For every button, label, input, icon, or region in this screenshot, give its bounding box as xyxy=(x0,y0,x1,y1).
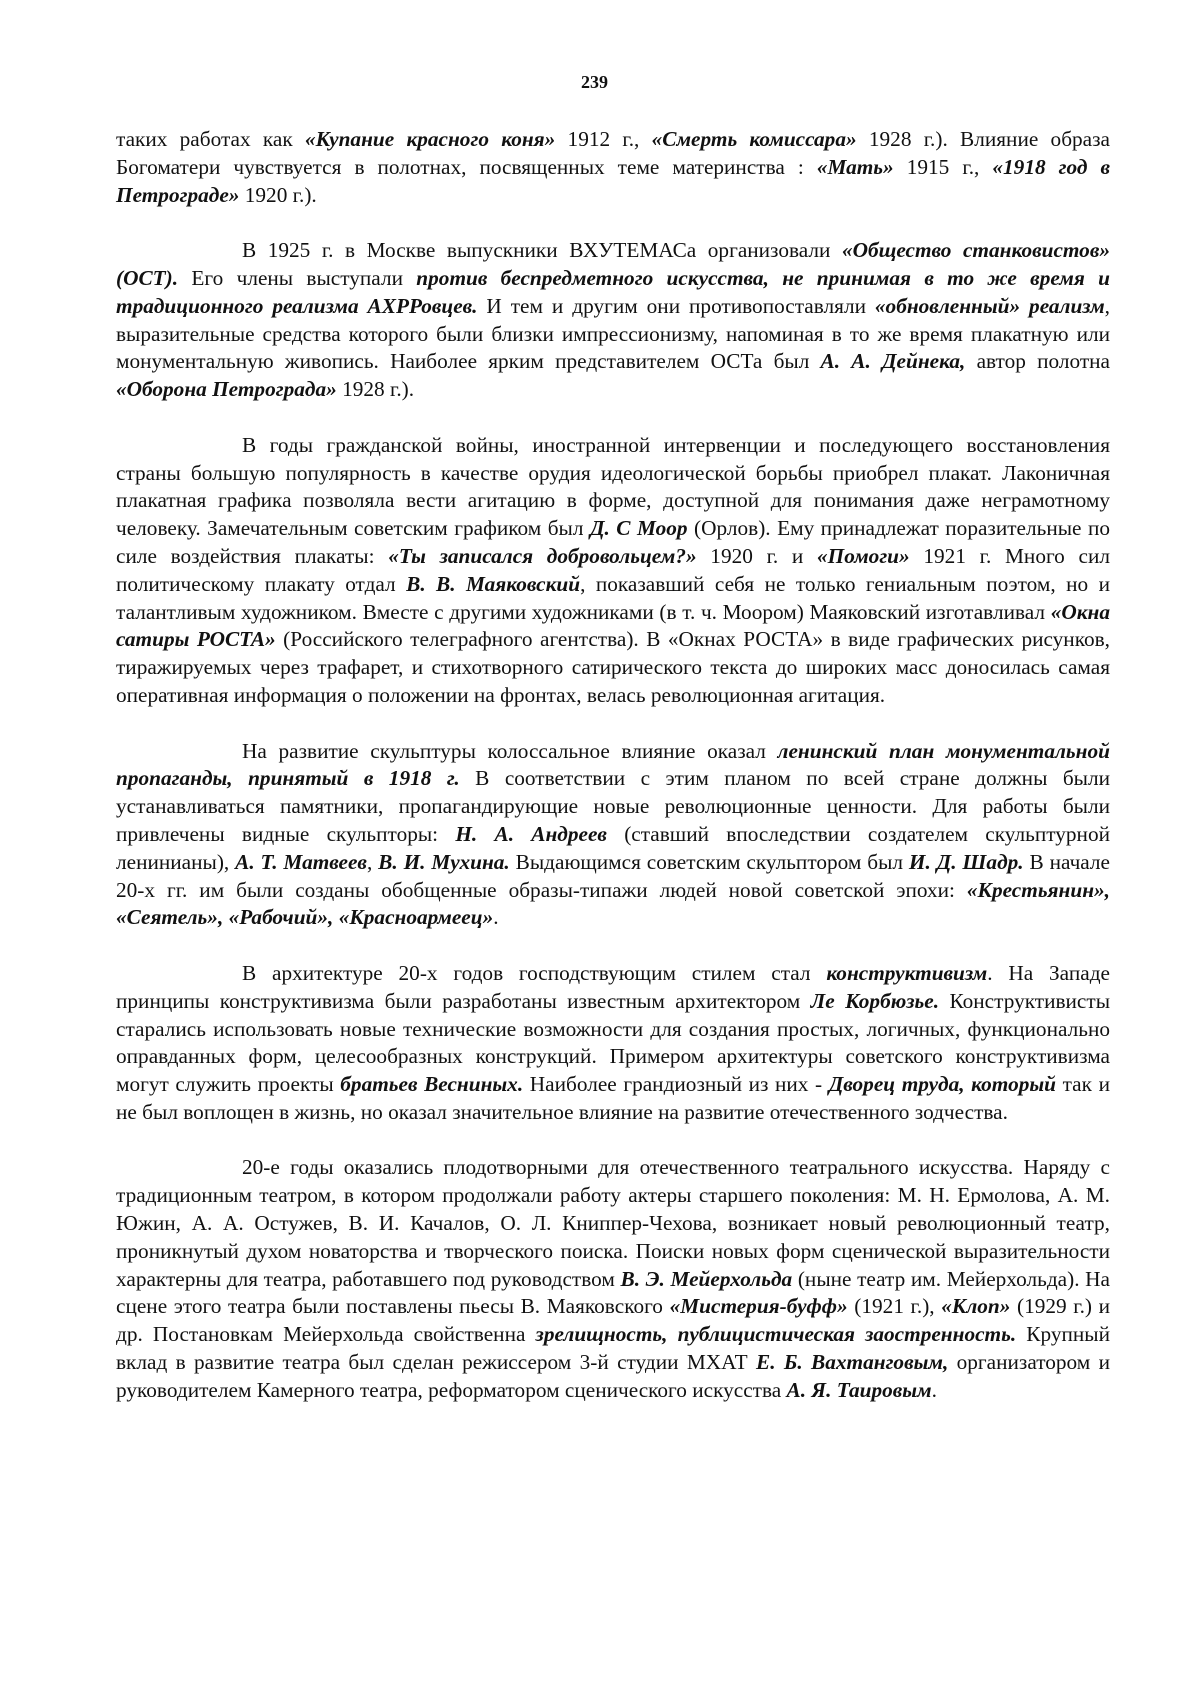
emphasized-term: «Помоги» xyxy=(817,543,910,568)
emphasized-term: «Оборона Петрограда» xyxy=(116,377,337,402)
body-text xyxy=(116,126,1110,1405)
text-run: Конструктивисты старались использовать новые технические возможности для создания простых, логичных, функционально оправданных форм, целесообразных конструкций. Примером архитектуры советского конструктивизма могут служить проекты xyxy=(116,988,1111,1097)
emphasized-term: зрелищность, публицистическая заостренность. xyxy=(535,1322,1017,1347)
text-run: 1921 г. Много сил политическому плакату отдал xyxy=(116,543,1110,596)
emphasized-term: Н. А. Андреев xyxy=(455,821,607,846)
text-run: В годы гражданской войны, иностранной интервенции и последующего восстановления страны большую популярность в качестве орудия идеологической борьбы приобрел плакат. Лаконичная плакатная графика позволяла вести агитацию в форме, доступной для понимания даже неграмотному человеку. Замечательным советским графиком был xyxy=(116,432,1110,541)
emphasized-term: «обновленный» реализм xyxy=(874,293,1105,318)
text-run: Крупный вклад в развитие театра был сделан режиссером 3-й студии МХАТ xyxy=(116,1322,1110,1375)
paragraph xyxy=(116,432,1110,710)
emphasized-term: «Мистерия-буфф» xyxy=(669,1294,848,1319)
text-run: В начале 20-х гг. им были созданы обобщенные образы-типажи людей новой советской эпохи: xyxy=(116,849,1111,902)
emphasized-term: «Крестьянин», «Сеятель», «Рабочий», «Красноармеец» xyxy=(116,877,1110,930)
text-run: В архитектуре 20-х годов господствующим стилем стал xyxy=(242,960,827,985)
text-run: , xyxy=(366,849,379,874)
text-run: (ставший впоследствии создателем скульптурной ленинианы), xyxy=(116,821,1110,874)
emphasized-term: братьев Весниных. xyxy=(340,1072,524,1097)
text-run: . xyxy=(931,1377,937,1402)
text-run: , выразительные средства которого были близки импрессионизму, напоминая в то же время плакатную или монументальную живопись. Наиболее ярким представителем ОСТа был xyxy=(116,293,1110,374)
text-run: , показавший себя не только гениальным поэтом, но и талантливым художником. Вместе с другими художниками (в т. ч. Моором) Маяковский изготавливал xyxy=(116,571,1110,624)
text-run: 1928 г.). Влияние образа Богоматери чувствуется в полотнах, посвященных теме материнства : xyxy=(116,127,1110,179)
emphasized-term: А. А. Дейнека, xyxy=(820,349,966,374)
text-run: 1915 г., xyxy=(893,154,993,179)
emphasized-term: А. Т. Матвеев xyxy=(235,849,367,874)
text-run: . xyxy=(493,905,499,930)
emphasized-term: «Смерть комиссара» xyxy=(651,127,857,151)
emphasized-term: В. И. Мухина. xyxy=(378,849,510,874)
text-run: (ныне театр им. Мейерхольда). На сцене этого театра были поставлены пьесы В. Маяковского xyxy=(116,1266,1111,1319)
text-run: 1912 г., xyxy=(555,127,652,151)
text-run: 20-е годы оказались плодотворными для отечественного театрального искусства. Наряду с традиционным театром, в котором продолжали работу актеры старшего поколения: М. Н. Ермолова, А. М. Южин, А. А. Остужев, В. И. Качалов, О. Л. Книппер-Чехова, возникает новый революционный театр, проникнутый духом новаторства и творческого поиска. Поиски новых форм сценической выразительности характерны для театра, работавшего под руководством xyxy=(116,1155,1110,1291)
text-run: Его члены выступали xyxy=(178,265,417,290)
text-run: автор полотна xyxy=(965,349,1110,374)
emphasized-term: В. В. Маяковский xyxy=(406,571,581,596)
emphasized-term: Дворец труда, который xyxy=(828,1072,1057,1097)
text-run: 1920 г.). xyxy=(239,182,317,207)
emphasized-term: А. Я. Таировым xyxy=(786,1377,932,1402)
text-run: И тем и другим они противопоставляли xyxy=(477,293,875,318)
text-run: (1929 г.) и др. Постановкам Мейерхольда свойственна xyxy=(116,1294,1111,1347)
emphasized-term: ленинский план монументальной пропаганды, принятый в 1918 г. xyxy=(116,738,1110,791)
text-run: На развитие скульптуры колоссальное влияние оказал xyxy=(242,738,778,763)
emphasized-term: «Ты записался добровольцем?» xyxy=(388,543,697,568)
emphasized-term: «Клоп» xyxy=(941,1294,1011,1319)
paragraph xyxy=(116,237,1110,404)
page-number: 239 xyxy=(581,72,608,92)
emphasized-term: против беспредметного искусства, не принимая в то же время и традиционного реализма АХРРовцев. xyxy=(116,265,1110,318)
text-run: организатором и руководителем Камерного театра, реформатором сценического искусства xyxy=(116,1350,1110,1402)
emphasized-term: «Окна сатиры РОСТА» xyxy=(116,599,1110,652)
text-run: Наиболее грандиозный из них - xyxy=(523,1072,829,1097)
text-run: (1921 г.), xyxy=(847,1294,942,1319)
text-run: Выдающимся советским скульптором был xyxy=(509,849,909,874)
text-run: В 1925 г. в Москве выпускники ВХУТЕМАСа организовали xyxy=(242,238,842,263)
emphasized-term: «Мать» xyxy=(816,154,894,179)
emphasized-term: Д. С Моор xyxy=(589,516,688,541)
paragraph xyxy=(116,1154,1110,1404)
text-run: 1920 г. и xyxy=(696,543,818,568)
emphasized-term: конструктивизм xyxy=(826,960,988,985)
paragraph xyxy=(116,126,1110,209)
emphasized-term: «Общество станковистов» (ОСТ). xyxy=(116,238,1110,290)
emphasized-term: Ле Корбюзье. xyxy=(810,988,940,1013)
paragraph xyxy=(116,960,1110,1127)
emphasized-term: И. Д. Шадр. xyxy=(908,849,1024,874)
text-run: 1928 г.). xyxy=(336,377,415,402)
paragraph xyxy=(116,738,1110,933)
emphasized-term: В. Э. Мейерхольда xyxy=(620,1266,793,1291)
emphasized-term: «1918 год в Петрограде» xyxy=(116,154,1110,207)
text-run: так и не был воплощен в жизнь, но оказал значительное влияние на развитие отечественного зодчества. xyxy=(116,1072,1110,1124)
text-run: В соответствии с этим планом по всей стране должны были устанавливаться памятники, пропагандирующие новые революционные ценности. Для работы были привлечены видные скульпторы: xyxy=(116,766,1110,846)
text-run: таких работах как xyxy=(116,127,305,151)
text-run: (Российского телеграфного агентства). В «Окнах РОСТА» в виде графических рисунков, тиражируемых через трафарет, и стихотворного сатирического текста до широких масс доносилась самая оперативная информация о положении на фронтах, велась революционная агитация. xyxy=(116,627,1110,707)
emphasized-term: Е. Б. Вахтанговым, xyxy=(755,1350,949,1375)
text-run: . На Западе принципы конструктивизма были разработаны известным архитектором xyxy=(116,960,1110,1013)
text-run: (Орлов). Ему принадлежат поразительные по силе воздействия плакаты: xyxy=(116,516,1110,568)
emphasized-term: «Купание красного коня» xyxy=(304,127,556,151)
